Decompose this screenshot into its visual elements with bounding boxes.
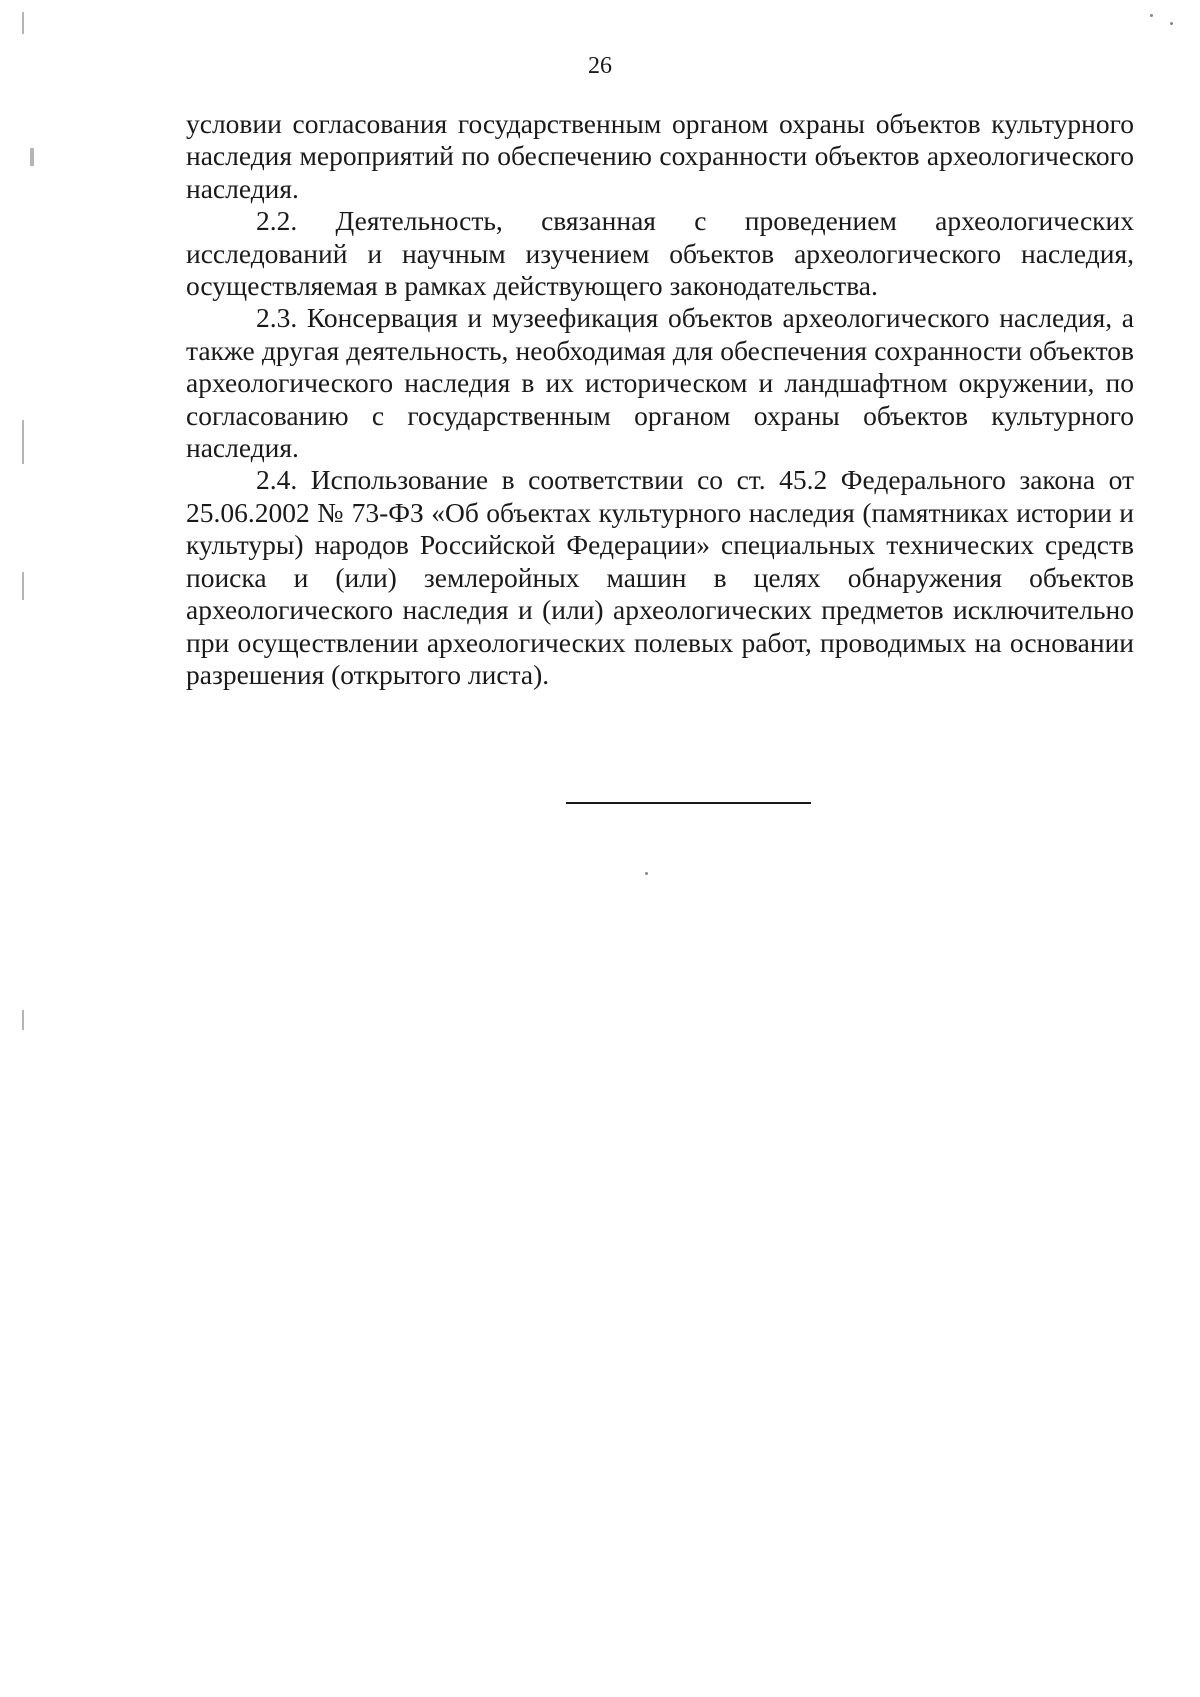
scan-artifact [30,148,34,166]
paragraph-2-4: 2.4. Использование в соответствии со ст. 45.2 Федерального закона от 25.06.2002 № 73-ФЗ «Об объектах культурного наследия (памятниках истории и культуры) народов Российской Федерации» специальных технических средств поиска и (или) землеройных машин в целях обнаружения объектов археологического наследия и (или) археологических предметов исключительно при осуществлении археологических полевых работ, проводимых на основании разрешения (открытого листа). [186,464,1134,690]
page-number: 26 [588,53,612,79]
scan-artifact [22,12,24,34]
paragraph-2-2: 2.2. Деятельность, связанная с проведением археологических исследований и научным изучением объектов археологического наследия, осуществляемая в рамках действующего законодательства. [186,205,1134,302]
scan-speck [645,872,648,875]
body-text [186,108,1134,691]
paragraph-2-3: 2.3. Консервация и музеефикация объектов археологического наследия, а также другая деятельность, необходимая для обеспечения сохранности объектов археологического наследия в их историческом и ландшафтном окружении, по согласованию с государственным органом охраны объектов культурного наследия. [186,302,1134,464]
scan-artifact [22,572,24,600]
paragraph-continuation: условии согласования государственным органом охраны объектов культурного наследия мероприятий по обеспечению сохранности объектов археологического наследия. [186,108,1134,204]
end-divider [566,802,811,804]
scan-artifact [22,1010,24,1030]
scan-speck [1170,22,1173,25]
scan-artifact [22,420,24,464]
scan-speck [1150,14,1153,17]
